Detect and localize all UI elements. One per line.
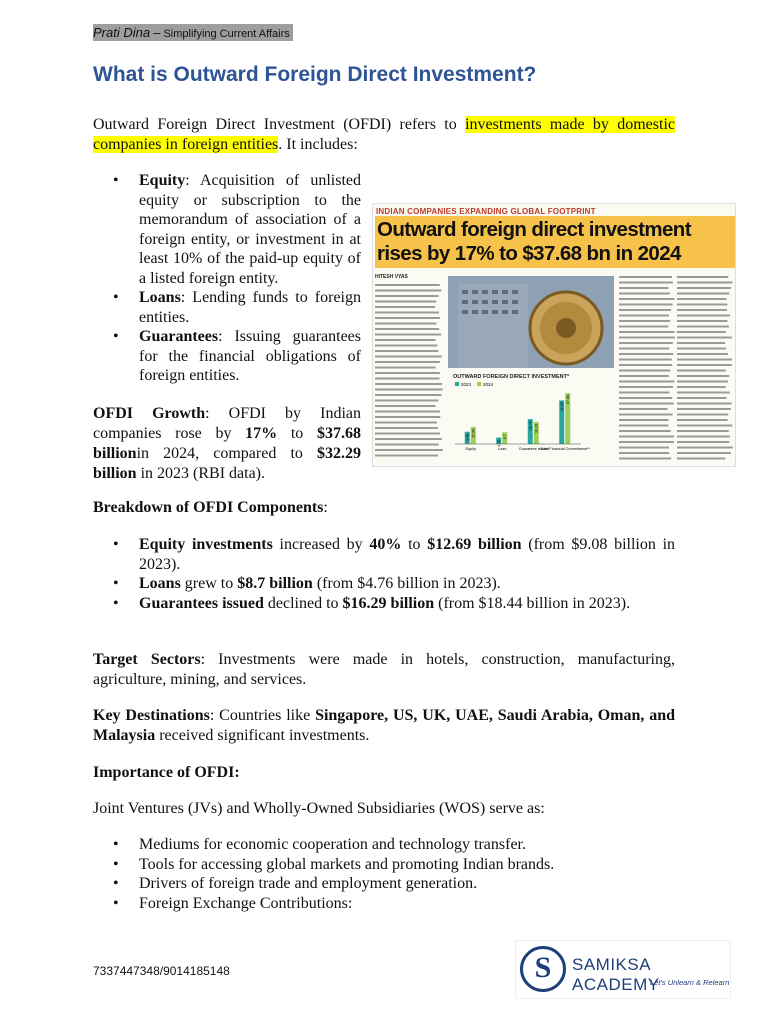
jv-intro: Joint Ventures (JVs) and Wholly-Owned Subsidiaries (WOS) serve as: (93, 800, 545, 817)
desc-loans: : Lending funds to foreign entities. (139, 289, 361, 326)
category-label: Loan (498, 447, 507, 451)
bar-data-label: 8.7 (502, 434, 507, 440)
column-line (677, 304, 727, 306)
column-line (677, 403, 732, 405)
bar-data-label: 4.76 (496, 439, 501, 447)
category-label: Equity (465, 447, 477, 451)
breakdown-value: $8.7 billion (237, 575, 313, 592)
column-line (677, 381, 728, 383)
breakdown-heading-text: Breakdown of OFDI Components (93, 499, 324, 516)
column-line (375, 405, 436, 407)
list-item: • Mediums for economic cooperation and technology transfer. (93, 835, 675, 855)
breakdown-text: declined to (263, 594, 343, 612)
breakdown-heading (93, 498, 675, 518)
header-tagline: Simplifying Current Affairs (163, 28, 290, 40)
column-line (619, 287, 668, 289)
list-item: • Drivers of foreign trade and employment generation. (93, 874, 675, 894)
destinations-text-1: : Countries like (209, 707, 316, 724)
column-line (619, 342, 673, 344)
column-lines-group (375, 284, 443, 457)
column-line (677, 458, 725, 460)
column-line (677, 276, 728, 278)
column-line (375, 449, 443, 451)
column-line (619, 304, 673, 306)
importance-heading (93, 763, 675, 783)
clipping-photo (448, 276, 614, 368)
clipping-kicker: INDIAN COMPANIES EXPANDING GLOBAL FOOTPRINT (376, 207, 596, 216)
column-line (677, 326, 729, 328)
column-line (677, 364, 732, 366)
column-line (677, 392, 730, 394)
column-line (619, 353, 673, 355)
list-item-loans-growth (93, 574, 675, 594)
legend-swatch (455, 382, 459, 386)
clipping-headline (375, 216, 735, 268)
logo-mark: S (520, 946, 566, 992)
column-line (375, 372, 440, 374)
column-line (619, 364, 672, 366)
column-line (375, 301, 436, 303)
column-text-lines-right (677, 274, 733, 464)
column-line (375, 367, 436, 369)
column-line (619, 447, 669, 449)
column-line (677, 315, 730, 317)
column-line (677, 414, 728, 416)
column-line (677, 320, 727, 322)
column-line (619, 320, 670, 322)
breakdown-list (93, 535, 675, 613)
logo-name: SAMIKSA ACADEMY (572, 955, 660, 994)
column-line (619, 403, 674, 405)
newspaper-clipping (372, 203, 736, 467)
bar-data-label: 12.69 (471, 428, 476, 438)
column-line (375, 312, 439, 314)
column-line (375, 383, 442, 385)
column-line (375, 345, 437, 347)
growth-label: OFDI Growth (93, 405, 206, 422)
column-line (375, 438, 442, 440)
column-line (619, 436, 674, 438)
column-line (375, 328, 439, 330)
column-line (677, 447, 733, 449)
column-line (677, 430, 729, 432)
column-line (677, 309, 727, 311)
column-line (375, 427, 438, 429)
footer-phone: 7337447348/9014185148 (93, 964, 230, 978)
term-guarantees: Guarantees (139, 328, 219, 345)
column-line (619, 408, 667, 410)
list-item: • Tools for accessing global markets and promoting Indian brands. (93, 855, 675, 875)
column-line (677, 425, 732, 427)
breakdown-term-loans: Loans (139, 575, 181, 592)
column-line (677, 452, 731, 454)
header-brand: Prati Dina (93, 25, 151, 40)
sectors-text: : Investments were made in hotels, construction, manufacturing, agriculture, mining, and services. (93, 651, 675, 688)
column-text-lines (375, 282, 443, 462)
clipping-column-left (375, 282, 443, 462)
list-item-guarantees-issued (93, 594, 675, 614)
target-sectors-paragraph (93, 650, 675, 690)
category-label: Guarantee issued (518, 447, 549, 451)
column-line (375, 455, 438, 457)
column-text-lines-mid (619, 274, 675, 464)
growth-text-1: : OFDI by Indian companies rose by (93, 405, 362, 442)
clipping-byline: HITESH VYAS (375, 274, 408, 280)
breakdown-heading-colon: : (323, 499, 328, 516)
column-line (677, 359, 732, 361)
breakdown-text: to (401, 536, 428, 553)
includes-list (93, 171, 361, 386)
bar-data-label: 9.08 (465, 433, 470, 441)
intro-text-1: Outward Foreign Direct Investment (OFDI) refers to (93, 116, 466, 133)
legend-swatch (477, 382, 481, 386)
destinations-countries: Singapore, US, UK, UAE, Saudi Arabia, Oman, and Malaysia (93, 707, 676, 744)
column-line (375, 378, 439, 380)
column-line (619, 326, 668, 328)
column-line (375, 356, 442, 358)
destinations-label: Key Destinations (93, 707, 210, 724)
column-line (677, 353, 728, 355)
column-line (375, 433, 440, 435)
sectors-label: Target Sectors (93, 651, 201, 668)
intro-highlight: investments made by domestic companies in foreign entities (93, 116, 675, 153)
column-line (619, 375, 669, 377)
bar-data-label: 32.29 (559, 402, 564, 412)
importance-list (93, 835, 675, 913)
column-line (619, 458, 671, 460)
column-line (619, 397, 672, 399)
desc-equity: : Acquisition of unlisted equity or subscription to the memorandum of association of a foreign entity, or investment in at least 10% of the paid-up equity of a listed foreign entity. (139, 172, 361, 287)
chart-title: OUTWARD FOREIGN DIRECT INVESTMENT* (453, 374, 570, 380)
column-line (375, 350, 438, 352)
column-line (619, 282, 673, 284)
rbi-building-illustration (448, 276, 614, 368)
breakdown-term-guarantees: Guarantees issued (139, 594, 264, 612)
term-loans: Loans (139, 289, 181, 306)
list-item-loans (93, 288, 361, 327)
clipping-headline-line2: rises by 17% to $37.68 bn in 2024 (377, 242, 681, 265)
intro-text-2: . It includes: (278, 136, 358, 153)
term-equity: Equity (139, 172, 186, 189)
column-line (619, 381, 675, 383)
key-destinations-paragraph (93, 706, 675, 746)
column-line (619, 309, 671, 311)
breakdown-text: (from $18.44 billion in 2023). (434, 594, 631, 612)
column-line (375, 416, 440, 418)
column-line (619, 370, 670, 372)
growth-amount-2023: $32.29 billion (93, 445, 361, 482)
breakdown-text: grew to (180, 575, 238, 592)
category-label: Total Financial Commitment** (540, 447, 591, 451)
column-line (375, 339, 435, 341)
legend-label: 2024 (483, 382, 494, 387)
column-line (619, 337, 675, 339)
column-line (677, 419, 728, 421)
column-line (619, 298, 674, 300)
breakdown-value: 40% (369, 536, 402, 553)
legend-label: 2023 (461, 382, 472, 387)
column-line (375, 334, 441, 336)
list-item-guarantees (93, 327, 361, 386)
column-line (375, 317, 440, 319)
desc-guarantees: : Issuing guarantees for the financial obligations of foreign entities. (139, 328, 361, 384)
breakdown-value: $16.29 billion (342, 594, 435, 612)
column-line (619, 315, 669, 317)
logo-tagline: Let's Unlearn & Relearn (650, 978, 730, 987)
column-line (619, 348, 669, 350)
destinations-text-2: received significant investments. (155, 727, 370, 744)
breakdown-term-equity: Equity investments (139, 536, 273, 553)
column-line (375, 361, 440, 363)
column-line (677, 397, 727, 399)
column-line (619, 452, 669, 454)
column-line (619, 419, 668, 421)
column-line (677, 337, 732, 339)
column-line (619, 414, 672, 416)
clipping-column-right (677, 274, 733, 464)
list-item-equity (93, 171, 361, 288)
column-line (677, 386, 726, 388)
list-item: • Foreign Exchange Contributions: (93, 894, 675, 914)
column-line (619, 293, 670, 295)
page-title: What is Outward Foreign Direct Investment? (93, 63, 537, 86)
column-line (619, 359, 672, 361)
ofdi-bar-chart (451, 382, 591, 460)
growth-percent: 17% (245, 425, 278, 442)
header-tag (93, 24, 293, 41)
column-line (375, 323, 436, 325)
column-line (619, 331, 675, 333)
growth-amount-2024: $37.68 billion (93, 425, 362, 462)
breakdown-text: (from $4.76 billion in 2023). (312, 575, 501, 592)
column-line (619, 386, 673, 388)
list-item-equity-investments (93, 535, 675, 574)
column-line (619, 276, 672, 278)
column-line (619, 441, 674, 443)
breakdown-value: $12.69 billion (427, 536, 522, 553)
samiksa-academy-logo (515, 940, 731, 999)
column-line (375, 295, 438, 297)
column-line (677, 436, 730, 438)
column-line (619, 430, 671, 432)
bar-data-label: 16.29 (534, 424, 539, 434)
column-line (375, 394, 441, 396)
column-line (619, 425, 668, 427)
column-line (619, 392, 669, 394)
breakdown-text: increased by (272, 536, 370, 553)
growth-text-3: in 2024, compared to (136, 445, 317, 462)
column-line (677, 282, 732, 284)
column-line (677, 287, 731, 289)
column-line (375, 444, 439, 446)
bar-data-label: 18.44 (528, 421, 533, 431)
column-line (375, 306, 435, 308)
column-line (677, 348, 726, 350)
growth-text-2: to (277, 425, 318, 442)
bar-data-label: 37.68 (565, 395, 570, 405)
column-line (677, 370, 726, 372)
intro-paragraph (93, 115, 675, 155)
clipping-headline-line1: Outward foreign direct investment (377, 218, 691, 241)
column-line (677, 375, 729, 377)
growth-paragraph (93, 404, 361, 484)
column-line (677, 298, 727, 300)
clipping-column-mid (619, 274, 675, 464)
breakdown-text: (from $9.08 billion in 2023). (139, 536, 676, 573)
growth-text-4: in 2023 (RBI data). (136, 465, 265, 482)
column-line (375, 411, 440, 413)
column-line (677, 342, 725, 344)
column-line (677, 408, 731, 410)
column-line (375, 389, 443, 391)
column-line (677, 441, 729, 443)
column-line (677, 331, 726, 333)
column-line (375, 422, 437, 424)
column-line (375, 290, 441, 292)
chart-container (451, 382, 591, 460)
column-line (677, 293, 729, 295)
header-dash: – (153, 25, 161, 40)
column-line (375, 400, 438, 402)
column-line (375, 284, 440, 286)
importance-heading-text: Importance of OFDI: (93, 764, 240, 781)
